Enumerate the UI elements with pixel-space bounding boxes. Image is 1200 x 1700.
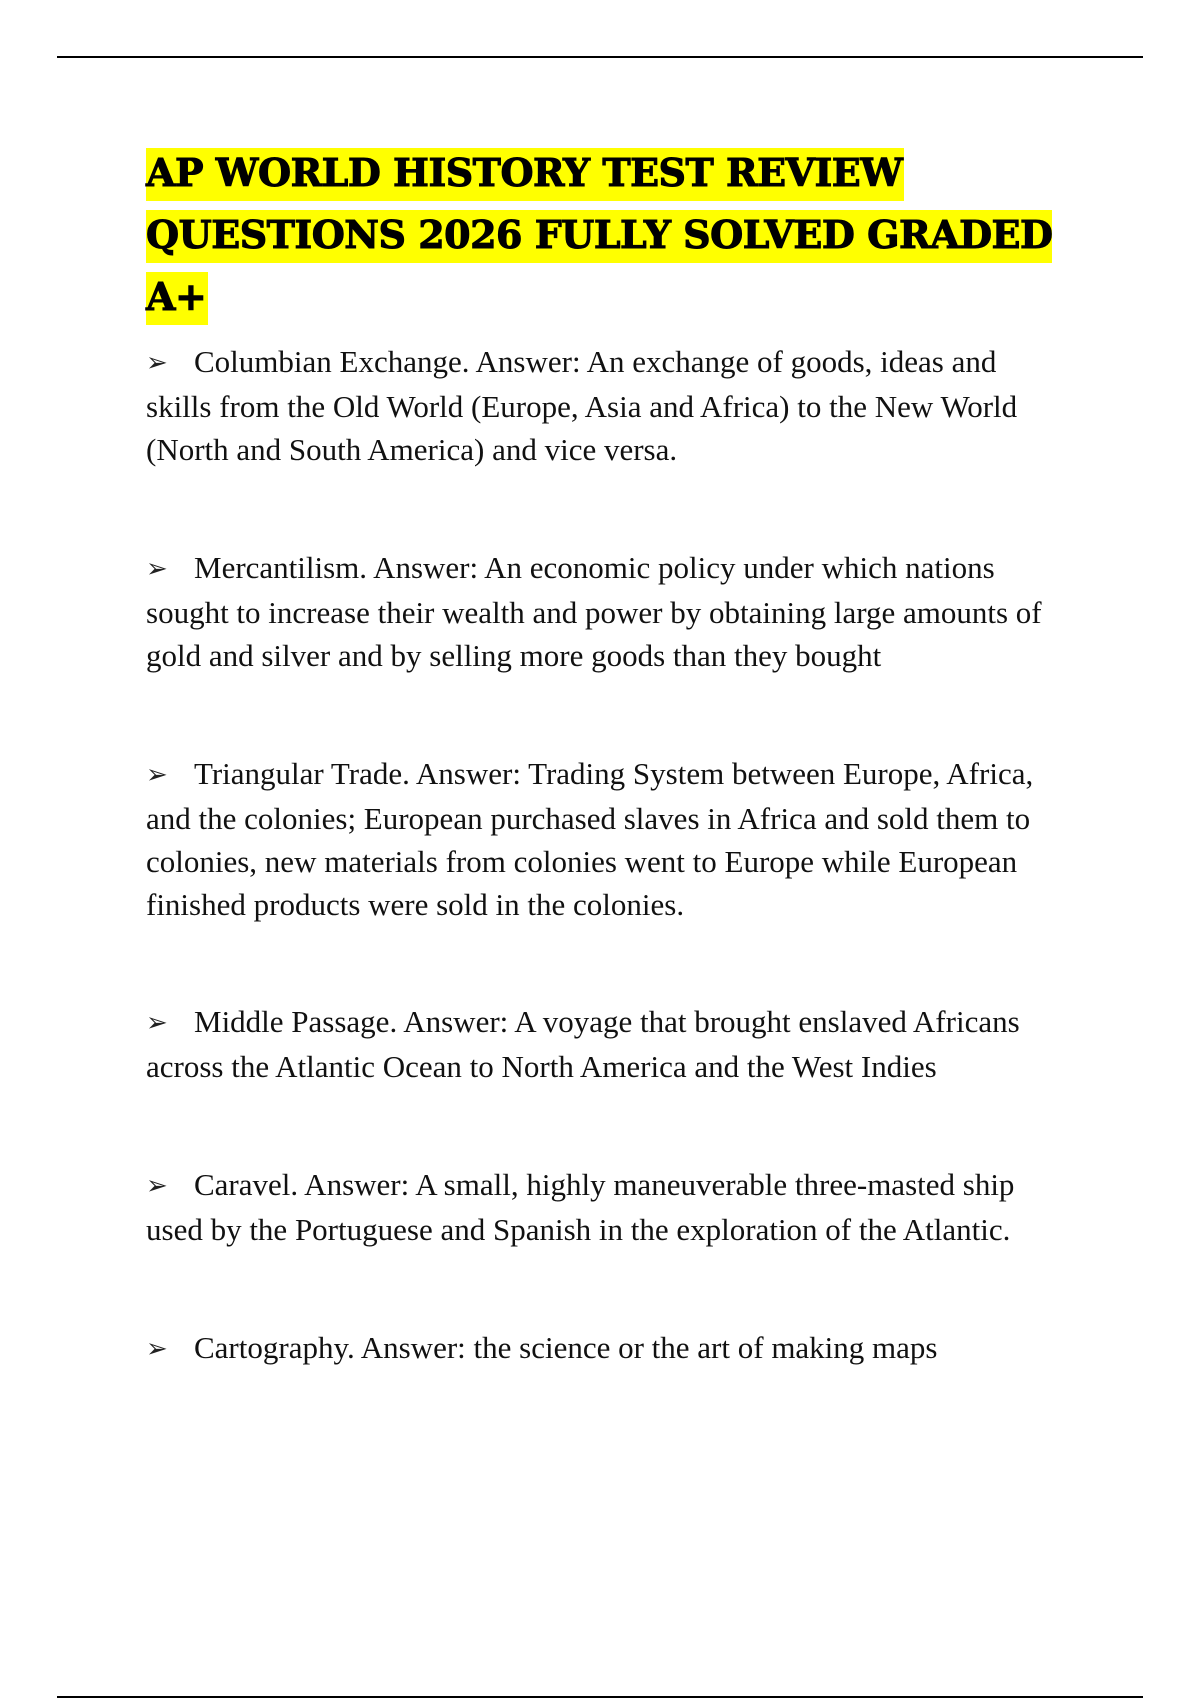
arrowhead-bullet-icon: ➢ xyxy=(146,760,168,790)
qa-text: Middle Passage. Answer: A voyage that brought enslaved Africans across the Atlantic Ocean to North America and the West Indies xyxy=(146,1004,1020,1084)
qa-text: Caravel. Answer: A small, highly maneuverable three-masted ship used by the Portuguese and Spanish in the exploration of the Atlantic. xyxy=(146,1167,1015,1247)
arrowhead-bullet-icon: ➢ xyxy=(146,1008,168,1038)
list-item xyxy=(146,1000,1066,1088)
arrowhead-bullet-icon: ➢ xyxy=(146,1334,168,1364)
qa-text: Triangular Trade. Answer: Trading System between Europe, Africa, and the colonies; European purchased slaves in Africa and sold them to colonies, new materials from colonies went to Europe while European finished products were sold in the colonies. xyxy=(146,756,1034,922)
qa-text: Columbian Exchange. Answer: An exchange of goods, ideas and skills from the Old World (Europe, Asia and Africa) to the New World (North and South America) and vice versa. xyxy=(146,344,1018,467)
qa-text: Mercantilism. Answer: An economic policy under which nations sought to increase their wealth and power by obtaining large amounts of gold and silver and by selling more goods than they bought xyxy=(146,550,1042,673)
arrowhead-bullet-icon: ➢ xyxy=(146,554,168,584)
list-item xyxy=(146,340,1066,471)
arrowhead-bullet-icon: ➢ xyxy=(146,1171,168,1201)
title-line-1: AP WORLD HISTORY TEST REVIEW xyxy=(146,148,904,201)
bottom-rule xyxy=(57,1696,1143,1698)
list-item xyxy=(146,1163,1066,1251)
list-item xyxy=(146,1326,1066,1371)
title-line-2: QUESTIONS 2026 FULLY SOLVED GRADED A+ xyxy=(146,210,1052,325)
list-item xyxy=(146,546,1066,677)
list-item xyxy=(146,752,1066,926)
arrowhead-bullet-icon: ➢ xyxy=(146,348,168,378)
qa-text: Cartography. Answer: the science or the art of making maps xyxy=(194,1330,938,1365)
document-title xyxy=(146,142,1106,328)
top-rule xyxy=(57,56,1143,58)
